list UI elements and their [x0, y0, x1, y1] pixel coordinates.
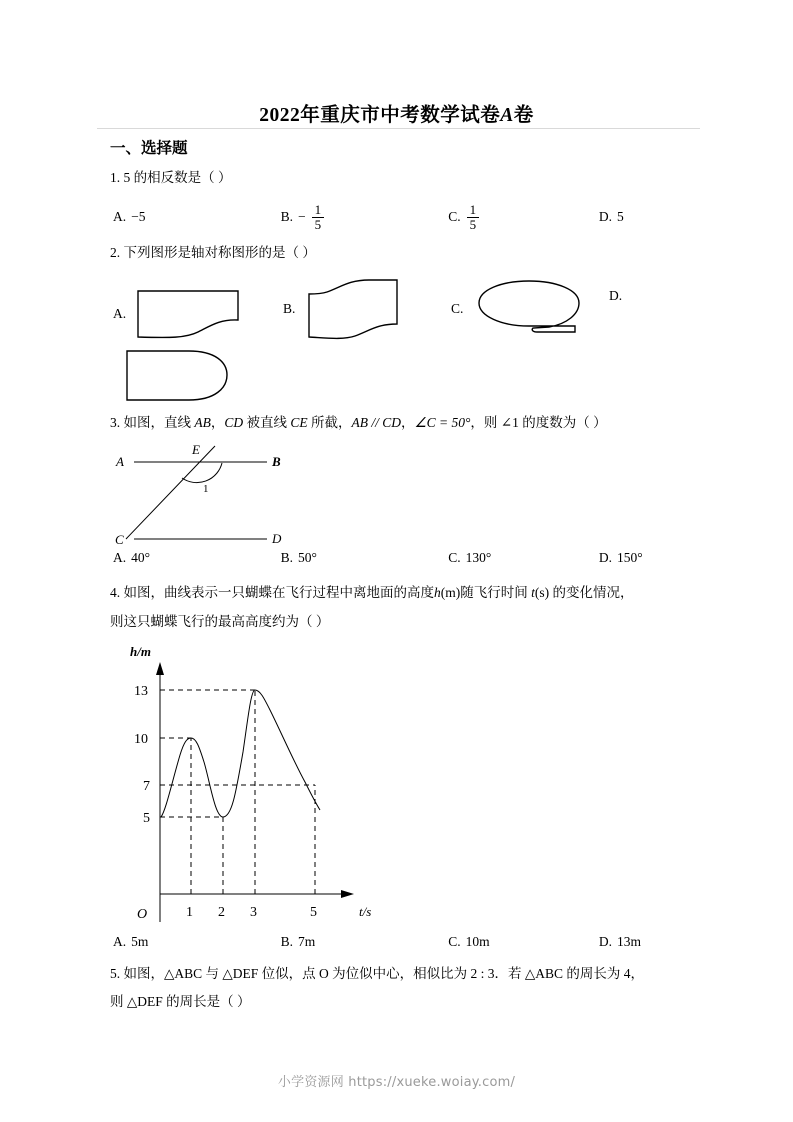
x-tick-1: 1	[186, 905, 193, 920]
question-2-number: 2.	[110, 245, 121, 260]
option-3-d-label: D.	[598, 550, 612, 565]
option-4-b-value: 7m	[297, 934, 316, 949]
option-3-b-value: 50°	[297, 550, 317, 565]
title-tail: 卷	[513, 105, 534, 126]
question-3-text-p6: ，则 ∠1 的度数为（ ）	[470, 415, 607, 430]
question-2-stem	[110, 242, 316, 264]
option-4-c-label: C.	[448, 934, 461, 949]
option-1-b-denominator: 5	[312, 217, 325, 232]
option-1-d-label: D.	[598, 209, 612, 225]
question-4-unit-m: (m)	[440, 585, 461, 600]
option-1-a-value: −5	[131, 209, 146, 225]
label-A: A	[116, 454, 124, 469]
option-1-c-denominator: 5	[467, 217, 480, 232]
option-2-a[interactable]	[113, 288, 242, 340]
option-4-c[interactable]	[448, 934, 599, 950]
question-3-angle-expr: ∠C = 50°	[414, 415, 471, 430]
origin-label: O	[137, 907, 148, 922]
question-4-options	[113, 934, 693, 950]
option-1-d[interactable]	[599, 203, 693, 231]
option-2-a-label: A.	[113, 306, 127, 321]
title-year: 2022	[259, 105, 301, 126]
option-3-c[interactable]	[448, 550, 599, 566]
page-title	[0, 99, 793, 127]
option-4-c-value: 10m	[465, 934, 490, 949]
footer-watermark: 小学资源网 https://xueke.woiay.com/	[277, 1075, 516, 1090]
label-C: C	[115, 532, 124, 547]
x-tick-5: 5	[310, 905, 317, 920]
question-3-text-p2: ，	[210, 415, 225, 430]
label-angle-1: 1	[203, 483, 209, 495]
option-4-a[interactable]	[113, 934, 281, 950]
question-5-number: 5.	[110, 966, 121, 981]
question-4-var-h: h	[434, 585, 441, 600]
option-2-d[interactable]	[609, 288, 630, 304]
question-4-var-t: t	[531, 585, 535, 600]
option-1-b-fraction	[312, 203, 325, 231]
question-4-text-b: 随飞行时间	[460, 585, 532, 600]
question-4-number: 4.	[110, 585, 121, 600]
question-5-text-line2: 则 △DEF 的周长是（ ）	[110, 994, 251, 1009]
option-3-b-label: B.	[280, 550, 293, 565]
shape-oval-with-tail-icon	[471, 280, 589, 338]
parallel-lines-transversal-diagram	[112, 440, 387, 550]
option-4-b-label: B.	[280, 934, 293, 949]
x-tick-2: 2	[218, 905, 225, 920]
option-3-b[interactable]	[281, 550, 449, 566]
question-3-text-p3: 被直线	[243, 415, 291, 430]
y-axis-arrow	[156, 662, 164, 675]
shape-bullet-rounded-right-icon	[123, 348, 235, 404]
option-4-a-label: A.	[113, 934, 127, 949]
question-5-stem-line-2	[110, 991, 710, 1013]
option-1-b[interactable]	[281, 203, 449, 231]
question-3-var-ab: AB	[194, 415, 211, 430]
question-1-options	[113, 203, 693, 231]
option-2-b[interactable]	[283, 278, 411, 340]
shape-wavy-band-icon	[303, 278, 411, 340]
question-3-options	[113, 550, 693, 566]
option-1-b-sign: −	[297, 209, 306, 225]
option-1-b-label: B.	[280, 209, 293, 225]
title-divider	[97, 128, 700, 129]
question-3-number: 3.	[110, 415, 121, 430]
title-letter: A	[500, 105, 514, 126]
option-2-d-label: D.	[609, 288, 623, 303]
option-4-d-value: 13m	[616, 934, 641, 949]
option-4-a-value: 5m	[131, 934, 149, 949]
question-3-figure	[112, 440, 387, 550]
option-1-a-label: A.	[113, 209, 127, 225]
option-1-c-label: C.	[448, 209, 461, 225]
shape-rect-curved-bottom-icon	[134, 288, 242, 340]
question-2-shape-row-1	[113, 278, 713, 344]
option-2-d-shape-cell	[123, 348, 235, 404]
option-3-d-value: 150°	[616, 550, 643, 565]
label-B: B	[272, 454, 281, 469]
question-4-figure	[112, 642, 412, 932]
option-2-b-label: B.	[283, 301, 296, 316]
question-1-number: 1.	[110, 170, 121, 185]
question-3-var-ce: CE	[290, 415, 308, 430]
y-tick-5: 5	[143, 811, 150, 826]
option-3-c-label: C.	[448, 550, 461, 565]
y-axis-label: h/m	[130, 644, 151, 659]
option-1-b-numerator: 1	[314, 202, 322, 217]
question-3-var-cd: CD	[224, 415, 244, 430]
y-tick-7: 7	[143, 779, 150, 794]
question-4-stem-line-1	[110, 582, 710, 604]
x-axis-arrow	[341, 890, 354, 898]
option-3-d[interactable]	[599, 550, 693, 566]
option-2-c-label: C.	[451, 301, 464, 316]
option-4-d[interactable]	[599, 934, 693, 950]
question-3-text-p1: 如图，直线	[123, 415, 195, 430]
option-4-d-label: D.	[598, 934, 612, 949]
question-5-stem-line-1	[110, 963, 710, 985]
title-main: 年重庆市中考数学试卷	[300, 105, 501, 126]
x-axis-label: t/s	[359, 904, 372, 919]
question-4-unit-s: (s)	[534, 585, 550, 600]
y-tick-10: 10	[134, 732, 148, 747]
option-3-a[interactable]	[113, 550, 281, 566]
question-5-text-line1: 如图，△ABC 与 △DEF 位似，点 O 为位似中心，相似比为 2 : 3．若 △ABC 的周长为 4，	[123, 966, 645, 981]
option-1-c-fraction	[467, 203, 480, 231]
question-2-shape-row-2	[113, 348, 713, 408]
option-3-c-value: 130°	[465, 550, 492, 565]
question-4-text-c: 的变化情况，	[549, 585, 634, 600]
option-1-a[interactable]	[113, 203, 281, 231]
question-2-text: 下列图形是轴对称图形的是（ ）	[123, 245, 316, 260]
question-3-text-p4: 所截，	[307, 415, 352, 430]
question-3-stem	[110, 412, 710, 434]
option-1-d-value: 5	[616, 209, 624, 225]
x-tick-3: 3	[250, 905, 257, 920]
option-1-c-numerator: 1	[469, 202, 477, 217]
question-1-text: 5 的相反数是（ ）	[123, 170, 232, 185]
option-2-c[interactable]	[451, 280, 589, 338]
question-4-text-line2: 则这只蝴蝶飞行的最高高度约为（ ）	[110, 614, 330, 629]
y-tick-13: 13	[134, 684, 148, 699]
section-heading: 一、选择题	[110, 140, 188, 157]
option-3-a-label: A.	[113, 550, 127, 565]
question-3-parallel-expr: AB // CD	[351, 415, 402, 430]
label-D: D	[272, 531, 282, 546]
question-4-stem-line-2	[110, 611, 710, 633]
butterfly-height-time-chart	[112, 642, 412, 932]
question-1-stem	[110, 167, 232, 189]
question-3-text-p5: ，	[401, 415, 415, 430]
option-3-a-value: 40°	[131, 550, 151, 565]
question-4-text-a: 如图，曲线表示一只蝴蝶在飞行过程中离地面的高度	[123, 585, 434, 600]
label-E: E	[192, 442, 200, 457]
option-1-c[interactable]	[448, 203, 599, 231]
option-4-b[interactable]	[281, 934, 449, 950]
